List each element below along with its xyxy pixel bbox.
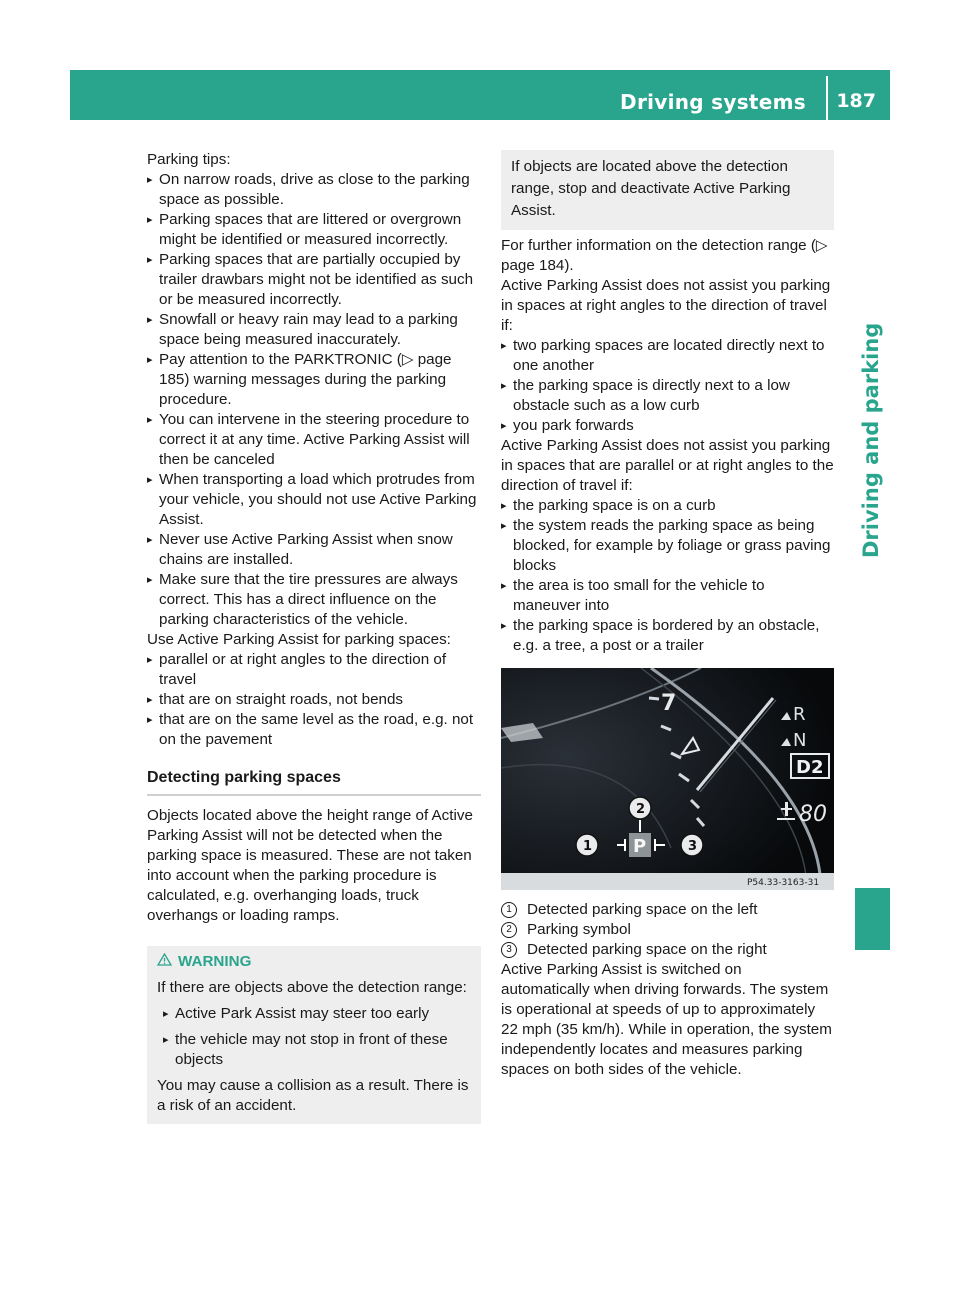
legend-number: 1 (501, 902, 517, 918)
use-intro: Use Active Parking Assist for parking spaces: (147, 631, 451, 648)
legend-number: 3 (501, 942, 517, 958)
warning-intro: If there are objects above the detection range: (157, 979, 467, 996)
list-item: ▸ you park forwards (501, 416, 834, 436)
gear-n: N (793, 730, 807, 751)
section-heading: Detecting parking spaces (147, 768, 481, 796)
list-item: ▸ parallel or at right angles to the direction of travel (147, 650, 481, 690)
list-item: ▸ the vehicle may not stop in front of these objects (163, 1030, 475, 1070)
side-tab-marker (855, 888, 890, 950)
instrument-cluster-figure (501, 668, 834, 890)
list-item: ▸ On narrow roads, drive as close to the parking space as possible. (147, 170, 481, 210)
list-item: ▸ Never use Active Parking Assist when snow chains are installed. (147, 530, 481, 570)
callout-2: 2 (636, 802, 646, 817)
list-item: ▸ You can intervene in the steering procedure to correct it at any time. Active Parking Assist will then be canceled (147, 410, 481, 470)
legend-text: Parking symbol (527, 921, 631, 938)
list-item: ▸ Snowfall or heavy rain may lead to a parking space being measured inaccurately. (147, 310, 481, 350)
closing-paragraph: Active Parking Assist is switched on automatically when driving forwards. The system is operational at speeds of up to approximately 22 mph (35 km/h). While in operation, the system independently locates and measures parking spaces on both sides of the vehicle. (501, 961, 832, 1078)
speedometer-digit: 7 (661, 691, 677, 716)
legend-item (501, 920, 834, 940)
image-code: P54.33-3163-31 (747, 878, 820, 888)
tips-list (147, 170, 481, 630)
tips-intro: Parking tips: (147, 151, 231, 168)
section-paragraph: Objects located above the height range of Active Parking Assist will not be detected when the parking space is measured. These are not taken into account when the parking procedure is calculated, e.g. overhanging loads, truck overhangs or loading ramps. (147, 807, 473, 924)
instrument-cluster-illustration (501, 668, 834, 890)
further-info: For further information on the detection range (▷ page 184). (501, 237, 828, 274)
legend-number: 2 (501, 922, 517, 938)
list-item: ▸ Active Park Assist may steer too early (163, 1004, 475, 1024)
page-header (70, 70, 890, 120)
list-item: ▸ the area is too small for the vehicle to maneuver into (501, 576, 834, 616)
gear-d: D2 (796, 757, 824, 778)
parallel-intro: Active Parking Assist does not assist you parking in spaces that are parallel or at right angles to the direction of travel if: (501, 437, 834, 494)
figure-legend (501, 900, 834, 960)
left-column (147, 150, 481, 1124)
use-list (147, 650, 481, 750)
gear-r: R (793, 704, 806, 725)
list-item: ▸ that are on the same level as the road, e.g. not on the pavement (147, 710, 481, 750)
info-box: If objects are located above the detection range, stop and deactivate Active Parking Assist. (501, 150, 834, 230)
page-number: 187 (836, 90, 876, 112)
callout-1: 1 (583, 839, 593, 854)
list-item: ▸ Parking spaces that are littered or overgrown might be identified or measured incorrectly. (147, 210, 481, 250)
right-column (501, 150, 834, 1080)
legend-item (501, 940, 834, 960)
legend-item (501, 900, 834, 920)
warning-list (163, 1004, 475, 1070)
list-item: ▸ Parking spaces that are partially occupied by trailer drawbars might not be identified as such or be measured incorrectly. (147, 250, 481, 310)
chapter-title: Driving systems (620, 90, 806, 114)
side-tab-label: Driving and parking (859, 322, 883, 558)
list-item: ▸ Pay attention to the PARKTRONIC (▷ page 185) warning messages during the parking procedure. (147, 350, 481, 410)
list-item: ▸ the system reads the parking space as being blocked, for example by foliage or grass paving blocks (501, 516, 834, 576)
list-item: ▸ Make sure that the tire pressures are always correct. This has a direct influence on the parking characteristics of the vehicle. (147, 570, 481, 630)
right-angle-list (501, 336, 834, 436)
warning-outro: You may cause a collision as a result. There is a risk of an accident. (157, 1077, 469, 1114)
callout-3: 3 (688, 839, 698, 854)
list-item: ▸ two parking spaces are located directly next to one another (501, 336, 834, 376)
right-angle-intro: Active Parking Assist does not assist you parking in spaces at right angles to the direction of travel if: (501, 277, 831, 334)
header-separator (826, 76, 828, 120)
list-item: ▸ that are on straight roads, not bends (147, 690, 481, 710)
legend-text: Detected parking space on the right (527, 941, 767, 958)
list-item: ▸ the parking space is bordered by an obstacle, e.g. a tree, a post or a trailer (501, 616, 834, 656)
warning-triangle-icon (157, 952, 172, 972)
parking-symbol-p: P (633, 836, 647, 857)
warning-heading (157, 952, 475, 972)
warning-title: WARNING (178, 953, 252, 970)
parallel-list (501, 496, 834, 656)
warning-box (147, 946, 481, 1124)
legend-text: Detected parking space on the left (527, 901, 758, 918)
list-item: ▸ When transporting a load which protrudes from your vehicle, you should not use Active Parking Assist. (147, 470, 481, 530)
temperature-readout: 80 (799, 802, 827, 827)
list-item: ▸ the parking space is directly next to a low obstacle such as a low curb (501, 376, 834, 416)
list-item: ▸ the parking space is on a curb (501, 496, 834, 516)
